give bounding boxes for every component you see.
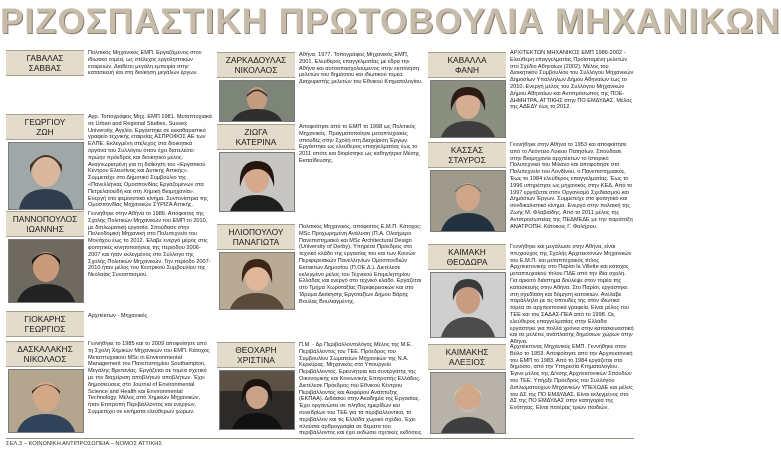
candidate-firstname: ΙΩΑΝΝΗΣ	[26, 224, 64, 234]
candidate-name	[6, 211, 84, 237]
candidate-photo	[430, 80, 506, 138]
candidate-portrait-icon	[220, 153, 294, 211]
candidate-surname: ΚΑΣΣΑΣ	[450, 145, 484, 155]
candidate-name	[6, 114, 84, 140]
candidate-firstname: ΠΑΝΑΓΙΩΤΑ	[232, 237, 280, 247]
candidate-portrait-icon	[9, 370, 83, 432]
candidate-surname: ΠΑΝΝΟΠΟΥΛΟΣ	[12, 214, 78, 224]
candidate-firstname: ΑΛΕΞΙΟΣ	[448, 357, 486, 367]
candidate-firstname: ΝΙΚΟΛΑΟΣ	[234, 65, 278, 75]
candidate-surname: ΖΑΡΚΑΔΟΥΛΑΣ	[225, 55, 287, 65]
candidate-portrait-icon	[9, 143, 83, 209]
candidate-photo	[430, 272, 506, 338]
candidate-surname: ΓΙΟΚΑΡΗΣ	[24, 314, 66, 324]
candidate-firstname: ΣΑΒΒΑΣ	[28, 63, 62, 73]
candidate-photo	[430, 170, 506, 232]
candidate-photo	[430, 372, 506, 434]
candidate-firstname: ΚΑΤΕΡΙΝΑ	[235, 137, 277, 147]
candidate-surname: ΚΑΒΑΛΛΑ	[447, 55, 487, 65]
candidate-bio: Αθήνα, 1977. Τοπογράφος Μηχανικός ΕΜΠ, 2001. Ελεύθερος επαγγελματίας με έδρα την Αθήνα και αυτοαπασχολούμενος στην εκπόνηση μελετών του δημόσιου και ιδιωτικού τομέα. Διαχειριστής μελετών του Εθνικού Κτηματολογίου.	[299, 52, 423, 86]
candidate-portrait-icon	[431, 273, 505, 337]
candidate-bio: Πολιτικός Μηχανικός ΕΜΠ. Εργαζόμενος στον ιδιωτικό τομέα, ως στέλεχος εργοληπτικών εταιρειών. Διαθέτει μεγάλη εμπειρία στην κατασκευή και στη διοίκηση μεγάλων έργων.	[88, 50, 202, 77]
candidate-portrait-icon	[220, 253, 294, 309]
candidate-surname: ΓΑΒΑΛΑΣ	[26, 53, 64, 63]
candidate-name	[428, 52, 506, 78]
candidate-name	[428, 344, 506, 370]
candidate-name	[6, 311, 84, 337]
candidate-bio: Αρχιτέκτονας Μηχανικός ΕΜΠ. Γεννήθηκε στον Βόλο το 1953. Αποφοίτησε από την Αρχιτεκτονική του ΕΜΠ το 1983. Από το 1984 εργάζεται στο δημόσιο, από την Υπηρεσία Κτηματολογίου. Έγινε μέλος της Δ/νσης Αρχιτεκτονικών Σπουδών του ΤΕΕ. Υπήρξε Πρόεδρος του Συλλόγου Διπλωματούχων Μηχανικών YΠΕΧΩΔΕ και μέλος του ΔΣ της ΠΟ ΕΜΔΥΔΑΣ. Είναι εκλεγμένος στο ΔΣ της ΠΟ ΕΜΔΥΔΑΣ στην κατηγορία της Ενότητας. Είναι πατέρας τριών παιδιών.	[510, 344, 633, 412]
candidate-bio: Γεννήθηκε στην Αθήνα το 1986. Απόφοιτος της Σχολής Πολιτικών Μηχανικών του ΕΜΠ το 2010, με διπλωματική εργασία. Σπούδασε στην Πολεοδομική Μηχανική στο Πολυτεχνείο του Μονάχου έως το 2012. Έλαβε ενεργό μέρος στις φοιτητικές κινητοποιήσεις της περιόδου 2006-2007 και ήταν εκλεγμένος στο Σύλλογο της Σχολής Πολιτικών Μηχανικών. Την περίοδο 2007-2010 ήταν μέλος του Κεντρικού Συμβουλίου της Νεολαίας Συνασπισμού.	[88, 211, 211, 279]
candidate-portrait-icon	[431, 373, 505, 433]
candidate-portrait-icon	[220, 81, 294, 121]
candidate-bio: Αποφοίτησε από το ΕΜΠ το 1998 ως Πολιτικός Μηχανικός. Πραγματοποίησε μεταπτυχιακές σπουδές στην Σχολή στη Διαχείριση Έργων. Εργάστηκε ως ελεύθερος επαγγελματίας έως το 2011 οπότε και διορίστηκε ως καθηγήτρια Μέσης Εκπαίδευσης.	[299, 124, 420, 164]
candidate-portrait-icon	[9, 240, 83, 302]
page-footer: ΣΕΛ.3 – ΚΟΙΝΩΝΙΚΗ ΑΝΤΙΠΡΟΣΩΠΕΙΑ – ΝΟΜΟΣ ΑΤΤΙΚΗΣ	[6, 438, 634, 449]
candidate-firstname: ΘΕΟΔΩΡΑ	[446, 257, 488, 267]
candidate-bio: Γεννήθηκε στην Αθήνα το 1953 και αποφοίτησε από το Λεόντειο Λύκειο Πατησίων. Σπούδασε στην Βιομηχανία αρχιτέκτων το Ιστορικό Πολυτεχνικό του Μιλάνο και αποφοίτησε στο Πολυτεχνείο του Λονδίνου, ο Πανεπιστημιακός. Έως το 1984 ελεύθερος επαγγελματίας. Έως το 1996 υπηρέτησε ως μηχανικός στην ΚΕΔ. Από το 1997 εργάζεται στον Οργανισμό Σχεδιασμού και Δημόσιων Έργων. Συμμετείχε στο φοιτητικό και συνδικαλιστικό κίνημα. Ενεργό στην πολιτική της Ζωής Μ. Φλαβιάδης. Από το 2011 μέλος της Αντιπροσωπείας της ΠΕΔΜΕΔΕ με την παράταξη ΑΝΑΤΡΟΠΗ. Κάτοικος Γ. Φαλήρου.	[510, 142, 633, 230]
candidate-surname: ΘΕΟΧΑΡΗ	[235, 345, 277, 355]
candidate-portrait-icon	[431, 171, 505, 231]
candidate-bio: Πολιτικός Μηχανικός, απόφοιτος Ε.Μ.Π. Κάτοχος: MSc Προχωρημένη Ανάλυση (Π.Α. Ολοήμερο Πανεπιστημιακό και MSc Architectural Design (University of Derby). Υπηρέτει Πρόεδρος στο τεχνικό κλάδο της εργασίας του και των Κοινών Περιφερειακών Πανελληνίων Ομοσπονδιών Εκτακτών Δημοσίου (Π.ΟΕ.Δ.). Διετέλεσε εκλεγμένο μέλος του Τεχνικού Επιμελητηρίου Ελλάδας και ενεργό στο τεχνικό κλάδο. Εργάζεται στο Τμήμα Χωροταξίας Περιφερειακών και στο Ίδρυμα Διοίκησης Εργοταξίων Δήμου Βάρης Βούλας Βουλιαγμένης.	[299, 224, 422, 305]
candidate-name	[428, 142, 506, 168]
candidate-firstname: ΣΤΑΥΡΟΣ	[448, 155, 486, 165]
candidate-bio: Αρχιτέκτων - Μηχανικός	[88, 313, 148, 319]
candidate-bio: Αγρ. Τοπογράφος Μηχ. ΕΜΠ 1981. Μεταπτυχιακά σε Urban and Regional Studies, Sussex University, Αγγλία. Εργάστηκε σε εκκαθαριστικό γραφείο τεχνικής εταιρείας ΑΣΠΡΟΦΟΣ ΑΕ των ΕΛΠΕ. Εκλεγμένη στέλεχος στα διοικητικά όργανα του Συλλόγου όπου έχει διατελέσει: πρώην πρόεδρος και διοικητικό μέλος. Αναγνωρισμένη για τη διοίκηση του «Εργατικού Κέντρου Ελευσίνας και Δυτικής Αττικής». Συμμετείχε στο Δημοτικό Συμβούλιο της «Πανελλήνιας Ομοσπονδίας Εργαζομένων στα Πετρελαιοειδή και στη Χημική Βιομηχανία». Ενεργή στο φεμινιστικό κίνημα. Συντονίστρια της Ομοσπονδίας Μηχανικών ΣΥΡΙΖΑ Αττικής.	[88, 114, 212, 209]
candidate-surname: ΚΑΙΜΑΚΗΣ	[445, 347, 489, 357]
candidates-column-1	[6, 48, 212, 434]
candidate-bio: Γεννήθηκε και μεγάλωσε στην Αθήνα, είναι πτυχιούχος της Σχολής Αρχιτεκτόνων Μηχανικών του Ε.Μ.Π. και μεταπτυχιακός τίτλος Αρχιτεκτονικής στο Παρίσι la Villette και κάτοχος μεταπτυχιακού τίτλου ΠΔΕ από την ίδια σχολή. Για αρκετό διάστημα δούλεψε στον τομέα της κατασκευής στην Αθήνα. Στο Παρίσι, εργάστηκε στη σχεδίαση και δόμηση κατοικιών. Ανέλαβε παράλληλα με τις σπουδές της στον ιδιωτικό τομέα σε αρχιτεκτονικά γραφεία. Είναι μέλος του ΤΕΕ και του ΣΑΔΑΣ-ΠΕΑ από το 1998. Ως ελεύθερος επαγγελματίας στην Ελλάδα εργάστηκε για πολλά χρόνια στην κατασκευαστική και σε μελέτες ανάπλασης δημόσιων χώρων στην Αθήνα.	[510, 244, 634, 346]
candidate-firstname: ΧΡΙΣΤΙΝΑ	[237, 355, 275, 365]
candidate-portrait-icon	[431, 81, 505, 137]
candidate-firstname: ΝΙΚΟΛΑΟΣ	[23, 354, 67, 364]
candidate-photo	[8, 239, 84, 303]
candidate-name	[428, 244, 506, 270]
candidate-bio: ΑΡΧΙΤΕΚΤΩΝ ΜΗΧΑΝΙΚΟΣ ΕΜΠ 1986-2002 - Ελεύθερη επαγγελματίας Προϊσταμένη μελετών στο Σχέδιο Αθηναίων (2002). Μέλος του Διοικητικού Συμβουλίου του Συλλόγου Μηχανικών Δημοσίων Υπαλλήλων Δήμου Αθηναίων έως το 2010. Ενεργή μέλος του Συλλόγου Μηχανικών Δήμου Αθηναίων και Αντιπρόσωπος της ΠΟΕ-ΔΗΜΗΤΡΑ, ΑΤΤΙΚΗΣ στην ΠΟ ΕΜΔΥΔΑΣ. Μέλος της ΑΔΕΔΥ έως το 2012.	[510, 50, 634, 111]
candidate-bio: Γεννήθηκε το 1985 και το 2009 αποφοίτησε από τη Σχολή Χημικών Μηχανικών του ΕΜΠ. Κάτοχος Μεταπτυχιακού MSc in Environmental Management του Πανεπιστημίου Southampton, Μεγάλης Βρετανίας. Εργάζεται σε τομέα σχετικό με την διαχείριση αποβλήτων αποβλήτων. Έχει δημοσιεύσεις στο Journal of Environmental Science and Health και Environmental Technology. Μέλος από Χημικών Μηχανικών, ήταν Επιτροπή Περιβάλλοντος και ενεργών. Συμμετέχει σε κινήματα ελεύθερων χώρων.	[88, 341, 210, 415]
candidate-name	[217, 224, 295, 250]
candidate-bio: Π.Μ. - Δρ Περιβαλλοντολόγος Μέλος της Μ.Ε. Περιβάλλοντος του ΤΕΕ. Πρόεδρος του Συμβουλίου Σωματείων Μηχανικών της Ν.Α. Κερκύρας. Μηχανικός στο Υπουργείο Περιβάλλοντος. Ερευνήτρια και συνεργάτης της Οικονομικής και Κοινωνικής Επιτροπής Ελλάδος. Διετέλεσε Πρόεδρος του Εθνικού Κέντρου Περιβάλλοντος και Αειφόρου Ανάπτυξης (ΕΚΠΑΑ). Διδάσκει στην Ακαδημία της Εργασίας. Έχει οργανώσει σε πλήθος ημερίδων και συνεδρίων του ΤΕΕ για τα περιβαλλοντικά, το περιβάλλον και τις Ελλάδα χωρικό σχέδιο. Έχει πλούσια αρθρογραφία σε θέματα του περιβάλλοντος και έχει εκδώσει σχετικές εκδόσεις.	[299, 342, 423, 437]
candidate-portrait-icon	[220, 371, 294, 429]
candidates-column-3	[428, 48, 634, 434]
candidate-name	[217, 52, 295, 78]
candidate-firstname: ΖΩΗ	[36, 127, 54, 137]
candidate-photo	[8, 142, 84, 210]
candidate-name	[217, 124, 295, 150]
candidate-surname: ΚΑΙΜΑΚΗ	[448, 247, 486, 257]
candidate-name	[6, 50, 84, 76]
candidate-photo	[8, 369, 84, 433]
candidate-firstname: ΦΑΝΗ	[454, 65, 480, 75]
candidate-surname: ΖΙΩΓΑ	[244, 127, 268, 137]
candidate-firstname: ΓΕΩΡΓΙΟΣ	[24, 324, 66, 334]
candidates-column-2	[217, 48, 423, 437]
candidate-photo	[219, 370, 295, 430]
candidate-surname: ΓΕΩΡΓΙΟΥ	[24, 117, 66, 127]
candidate-name	[217, 342, 295, 368]
candidate-photo	[219, 252, 295, 310]
page-title: ΡΙΖΟΣΠΑΣΤΙΚΗ ΠΡΩΤΟΒΟΥΛΙΑ ΜΗΧΑΝΙΚΩΝ	[0, 2, 781, 41]
candidate-surname: ΗΛΙΟΠΟΥΛΟΥ	[228, 227, 284, 237]
candidate-photo	[219, 152, 295, 212]
candidate-photo	[219, 80, 295, 122]
candidate-name	[6, 341, 84, 367]
candidate-surname: ΔΑΣΚΑΛΑΚΗΣ	[17, 344, 73, 354]
